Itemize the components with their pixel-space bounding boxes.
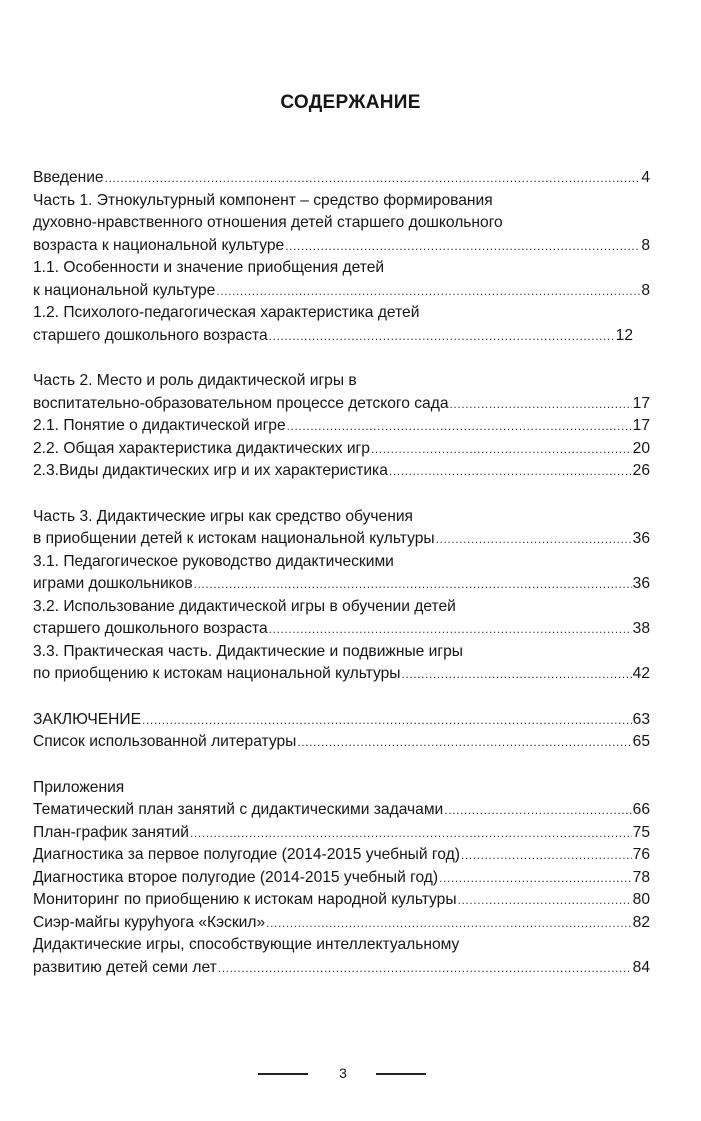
toc-entry-text: Список использованной литературы: [33, 733, 297, 750]
toc-page-number: 66: [632, 801, 650, 818]
toc-entry-text: старшего дошкольного возраста: [33, 620, 268, 637]
dot-leader: [439, 867, 632, 890]
toc-entry-text: 1.2. Психолого-педагогическая характеристика детей: [33, 304, 420, 321]
toc-entry-text: 3.3. Практическая часть. Дидактические и подвижные игры: [33, 642, 463, 660]
toc-page-number: 4: [641, 169, 650, 186]
toc-entry-section-2-3[interactable]: [33, 460, 650, 483]
toc-entry-text: План-график занятий: [33, 823, 189, 841]
page-number: 3: [339, 1065, 347, 1081]
dot-leader: [194, 573, 632, 596]
toc-entry-text: 2.3.Виды дидактических игр и их характеристика: [33, 462, 388, 479]
toc-page-number: 82: [632, 913, 650, 931]
toc-entry-appendix[interactable]: [33, 889, 650, 912]
dot-leader: [269, 618, 632, 641]
toc-entry-text: развитию детей семи лет: [33, 958, 217, 976]
toc-page-number: 36: [632, 530, 650, 547]
toc-entry-text: 1.1. Особенности и значение приобщения детей: [33, 259, 385, 276]
toc-page-number: 75: [632, 823, 650, 841]
toc-entry-text: по приобщению к истокам национальной культуры: [33, 665, 401, 682]
toc-page-number: 80: [632, 891, 650, 908]
toc-entry-section-3-3[interactable]: [33, 641, 650, 686]
dot-leader: [444, 799, 631, 822]
dot-leader: [285, 235, 640, 258]
toc-entry-text: Мониторинг по приобщению к истокам народной культуры: [33, 891, 457, 908]
toc-entry-section-1-1[interactable]: [33, 257, 650, 302]
dot-leader: [461, 844, 632, 867]
toc-page-number: 17: [632, 417, 650, 434]
dot-leader: [266, 912, 631, 935]
dot-leader: [142, 709, 632, 732]
toc-entry-section-1-2[interactable]: [33, 302, 650, 347]
toc-entry-appendix[interactable]: [33, 934, 650, 979]
toc-entry-text: играми дошкольников: [33, 575, 193, 592]
dot-leader: [269, 325, 615, 348]
toc-entry-text: Диагностика за первое полугодие (2014-2015 учебный год): [33, 846, 460, 863]
toc-entry-text: старшего дошкольного возраста: [33, 326, 268, 344]
toc-entry-text: воспитательно-образовательном процессе детского сада: [33, 394, 449, 412]
toc-entry-section-2-2[interactable]: [33, 438, 650, 461]
toc-page-number: 78: [632, 868, 650, 886]
toc-entry-introduction[interactable]: [33, 167, 650, 190]
toc-page-number: 8: [641, 281, 650, 299]
dot-leader: [105, 167, 641, 190]
toc-entry-section-3-2[interactable]: [33, 596, 650, 641]
toc-entry-text: Часть 1. Этнокультурный компонент – средство формирования: [33, 191, 493, 209]
toc-entry-section-3-1[interactable]: [33, 551, 650, 596]
toc-entry-text: 3.1. Педагогическое руководство дидактическими: [33, 552, 394, 570]
toc-entry-appendix[interactable]: [33, 822, 650, 845]
toc-page-number: 38: [632, 620, 650, 637]
toc-entry-text: Часть 2. Место и роль дидактической игры в: [33, 372, 357, 389]
page-title: СОДЕРЖАНИЕ: [280, 92, 421, 113]
toc-page-number: 76: [632, 846, 650, 863]
toc-page-number: 84: [632, 958, 650, 976]
dot-leader: [190, 822, 632, 845]
dot-leader: [436, 528, 632, 551]
dot-leader: [216, 280, 640, 303]
dot-leader: [297, 731, 631, 754]
toc-entry-section-2-1[interactable]: [33, 415, 650, 438]
toc-entry-conclusion[interactable]: [33, 709, 650, 732]
toc-entry-text: 2.2. Общая характеристика дидактических игр: [33, 439, 370, 457]
toc-entry-appendix[interactable]: [33, 844, 650, 867]
toc-page-number: 36: [632, 575, 650, 592]
dot-leader: [218, 957, 632, 980]
toc-entry-text: Сиэр-майгы куруһуога «Кэскил»: [33, 913, 266, 931]
toc-entry-part-2[interactable]: [33, 370, 650, 415]
appendices-heading: [33, 777, 650, 800]
toc-entry-appendix[interactable]: [33, 867, 650, 890]
toc-page-number: 63: [632, 710, 650, 728]
footer-rule-right: [376, 1073, 426, 1075]
table-of-contents: [33, 167, 650, 979]
toc-page-number: 17: [632, 394, 650, 412]
toc-entry-part-3[interactable]: [33, 506, 650, 551]
appendices-heading-text: Приложения: [33, 778, 125, 796]
toc-entry-text: в приобщении детей к истокам национальной культуры: [33, 530, 435, 547]
toc-entry-text: возраста к национальной культуре: [33, 236, 285, 254]
toc-entry-appendix[interactable]: [33, 799, 650, 822]
toc-entry-text: к национальной культуре: [33, 281, 216, 299]
toc-entry-appendix[interactable]: [33, 912, 650, 935]
toc-entry-text: ЗАКЛЮЧЕНИЕ: [33, 710, 142, 728]
page-footer: [0, 1062, 701, 1084]
toc-entry-text: Введение: [33, 169, 104, 186]
toc-entry-text: Диагностика второе полугодие (2014-2015 учебный год): [33, 868, 439, 886]
toc-entry-text: Дидактические игры, способствующие интеллектуальному: [33, 936, 460, 953]
toc-entry-text: 3.2. Использование дидактической игры в обучении детей: [33, 597, 456, 615]
toc-page-number: 65: [632, 733, 650, 750]
toc-entry-text: Часть 3. Дидактические игры как средство обучения: [33, 507, 413, 525]
toc-page-number: 42: [632, 665, 650, 682]
dot-leader: [450, 393, 632, 416]
toc-entry-text: духовно-нравственного отношения детей старшего дошкольного: [33, 214, 503, 231]
dot-leader: [371, 438, 632, 461]
toc-page-number: 8: [641, 236, 650, 254]
toc-entry-text: Тематический план занятий с дидактическими задачами: [33, 801, 444, 818]
dot-leader: [287, 415, 632, 438]
toc-entry-part-1[interactable]: [33, 190, 650, 258]
toc-page-number: 26: [632, 462, 650, 479]
toc-page-number: 20: [632, 439, 650, 457]
dot-leader: [458, 889, 632, 912]
dot-leader: [389, 460, 632, 483]
toc-entry-references[interactable]: [33, 731, 650, 754]
toc-page-number: 12: [615, 326, 633, 344]
dot-leader: [401, 663, 631, 686]
toc-entry-text: 2.1. Понятие о дидактической игре: [33, 417, 286, 434]
footer-rule-left: [258, 1073, 308, 1075]
